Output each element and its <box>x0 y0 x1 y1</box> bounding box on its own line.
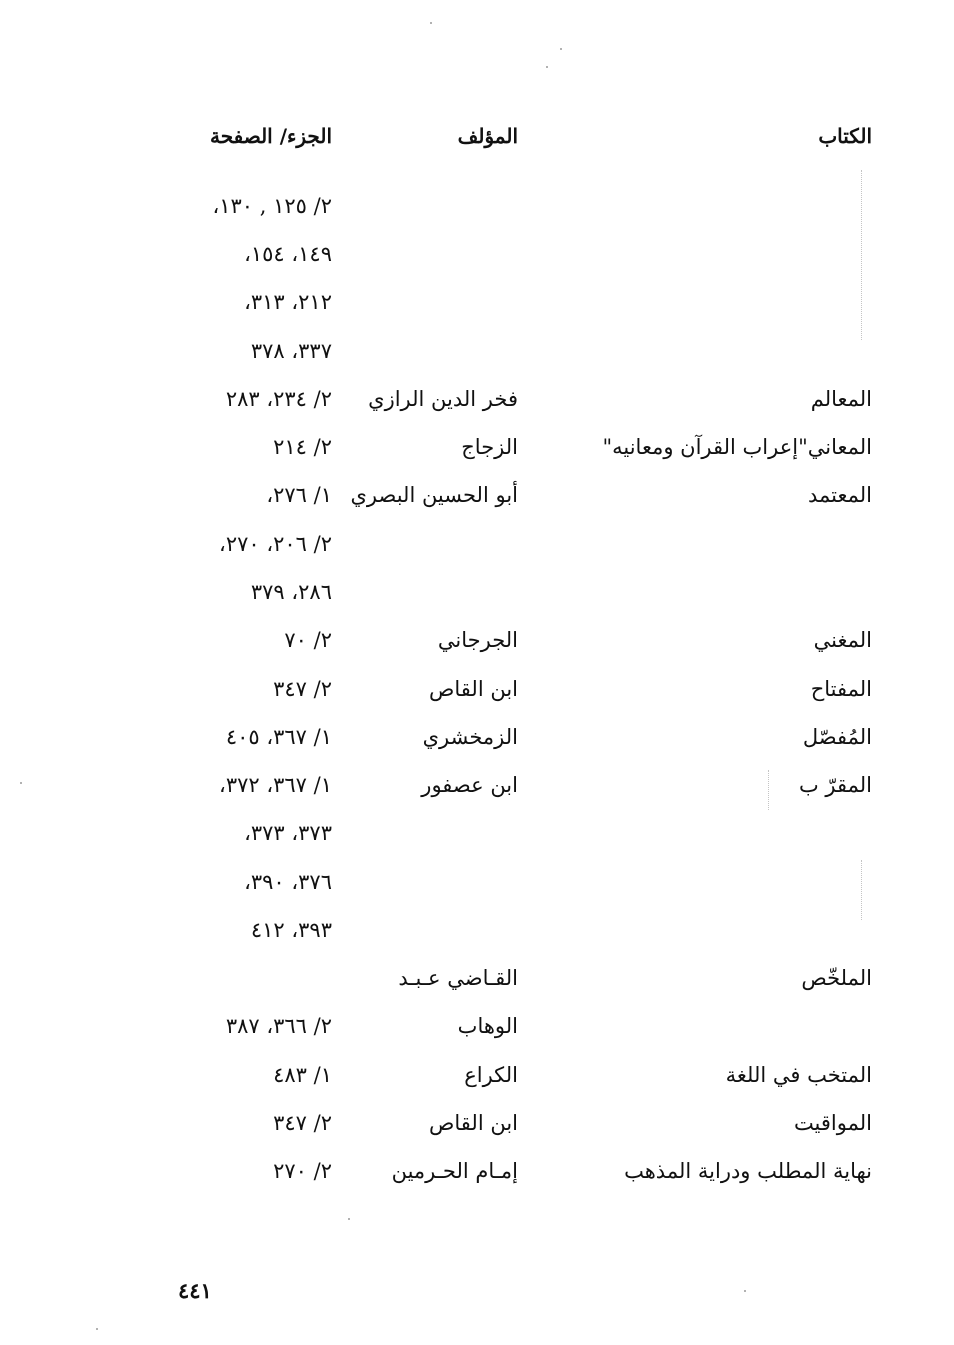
volume-page-ref: ٢/ ٢٧٠ <box>273 1159 332 1183</box>
author-name: الجرجاني <box>437 628 518 652</box>
author-name <box>318 234 518 274</box>
author-name: ابن القاص <box>429 677 518 701</box>
header-volume-page: الجزء/ الصفحة <box>209 124 332 148</box>
book-title <box>572 524 872 564</box>
volume-page-ref: ١/ ٢٧٦، <box>266 483 332 507</box>
scan-speck <box>96 1328 98 1330</box>
book-title: المواقيت <box>793 1111 872 1135</box>
author-name <box>318 572 518 612</box>
table-row <box>0 1055 954 1095</box>
book-title <box>572 862 872 902</box>
author-name <box>318 186 518 226</box>
table-row <box>0 910 954 950</box>
book-title <box>572 910 872 950</box>
author-name <box>318 524 518 564</box>
scan-speck <box>20 782 22 784</box>
table-row <box>0 427 954 467</box>
book-title: المُفصّل <box>802 725 872 749</box>
volume-page-ref: ٢/ ٢٣٤، ٢٨٣ <box>225 387 332 411</box>
book-title: المتخب في اللغة <box>725 1063 872 1087</box>
volume-page-ref: ٣٣٧، ٣٧٨ <box>250 339 332 363</box>
table-row <box>0 862 954 902</box>
volume-page-ref: ٢/ ٧٠ <box>284 628 332 652</box>
volume-page-ref: ٢١٢، ٣١٣، <box>244 290 332 314</box>
volume-page-ref: ٢/ ١٢٥ , ١٣٠، <box>212 194 332 218</box>
author-name: ابن عصفور <box>421 773 518 797</box>
book-title: المعاني"إعراب القرآن ومعانيه" <box>602 435 872 459</box>
book-title: نهاية المطلب ودراية المذهب <box>624 1159 872 1183</box>
volume-page-ref: ١/ ٣٦٧، ٣٧٢، <box>219 773 332 797</box>
book-title <box>572 186 872 226</box>
book-title <box>572 282 872 322</box>
book-title <box>572 1006 872 1046</box>
author-name: الكراع <box>464 1063 518 1087</box>
scan-speck <box>348 1218 350 1220</box>
author-name <box>318 282 518 322</box>
table-header <box>0 116 954 156</box>
author-name: القـاضي عـبـد <box>398 966 518 990</box>
volume-page-ref: ١٤٩، ١٥٤، <box>244 242 332 266</box>
table-row <box>0 186 954 226</box>
scan-speck <box>546 66 548 68</box>
book-title <box>572 331 872 371</box>
table-row <box>0 813 954 853</box>
scan-dots <box>861 170 863 340</box>
table-row <box>0 1103 954 1143</box>
table-row <box>0 234 954 274</box>
volume-page-ref: ٢/ ٣٦٦، ٣٨٧ <box>225 1014 332 1038</box>
table-row <box>0 1006 954 1046</box>
author-name <box>318 862 518 902</box>
book-title: المقرّ ب <box>798 773 872 797</box>
volume-page-ref: ٢/ ٣٤٧ <box>273 1111 332 1135</box>
scan-speck <box>430 22 432 24</box>
volume-page-ref: ٢/ ٢١٤ <box>273 435 332 459</box>
volume-page-ref: ٣٧٣، ٣٧٣، <box>244 821 332 845</box>
scan-dots <box>861 860 863 920</box>
author-name: الزمخشري <box>422 725 518 749</box>
table-row <box>0 717 954 757</box>
book-title: المفتاح <box>810 677 872 701</box>
page-number: ٤٤١ <box>178 1278 212 1303</box>
scan-speck <box>560 48 562 50</box>
table-row <box>0 669 954 709</box>
book-title <box>572 813 872 853</box>
table-row <box>0 331 954 371</box>
table-row <box>0 475 954 515</box>
book-title: المعتمد <box>807 483 872 507</box>
volume-page-ref: ٣٩٣، ٤١٢ <box>250 918 332 942</box>
header-author: المؤلف <box>457 124 518 148</box>
table-row <box>0 1151 954 1191</box>
volume-page-ref <box>132 958 332 998</box>
author-name <box>318 910 518 950</box>
book-title: المغني <box>813 628 872 652</box>
volume-page-ref: ٢/ ٢٠٦، ٢٧٠، <box>219 532 332 556</box>
author-name: ابن القاص <box>429 1111 518 1135</box>
author-name: الزجاج <box>461 435 518 459</box>
author-name <box>318 813 518 853</box>
book-title: المعالم <box>810 387 872 411</box>
book-title <box>572 234 872 274</box>
table-row <box>0 572 954 612</box>
volume-page-ref: ١/ ٤٨٣ <box>273 1063 332 1087</box>
scan-dots <box>768 770 770 810</box>
table-row <box>0 379 954 419</box>
author-name: أبو الحسين البصري <box>350 483 518 507</box>
header-book: الكتاب <box>818 124 872 148</box>
author-name: فخر الدين الرازي <box>368 387 518 411</box>
book-title: الملخّص <box>801 966 872 990</box>
volume-page-ref: ١/ ٣٦٧، ٤٠٥ <box>225 725 332 749</box>
table-row <box>0 958 954 998</box>
volume-page-ref: ٣٧٦، ٣٩٠، <box>244 870 332 894</box>
author-name: الوهاب <box>457 1014 518 1038</box>
volume-page-ref: ٢٨٦، ٣٧٩ <box>250 580 332 604</box>
scan-speck <box>744 1290 746 1292</box>
volume-page-ref: ٢/ ٣٤٧ <box>273 677 332 701</box>
table-row <box>0 524 954 564</box>
author-name: إمـام الحـرمين <box>391 1159 518 1183</box>
book-title <box>572 572 872 612</box>
author-name <box>318 331 518 371</box>
table-row <box>0 620 954 660</box>
table-row <box>0 765 954 805</box>
table-row <box>0 282 954 322</box>
